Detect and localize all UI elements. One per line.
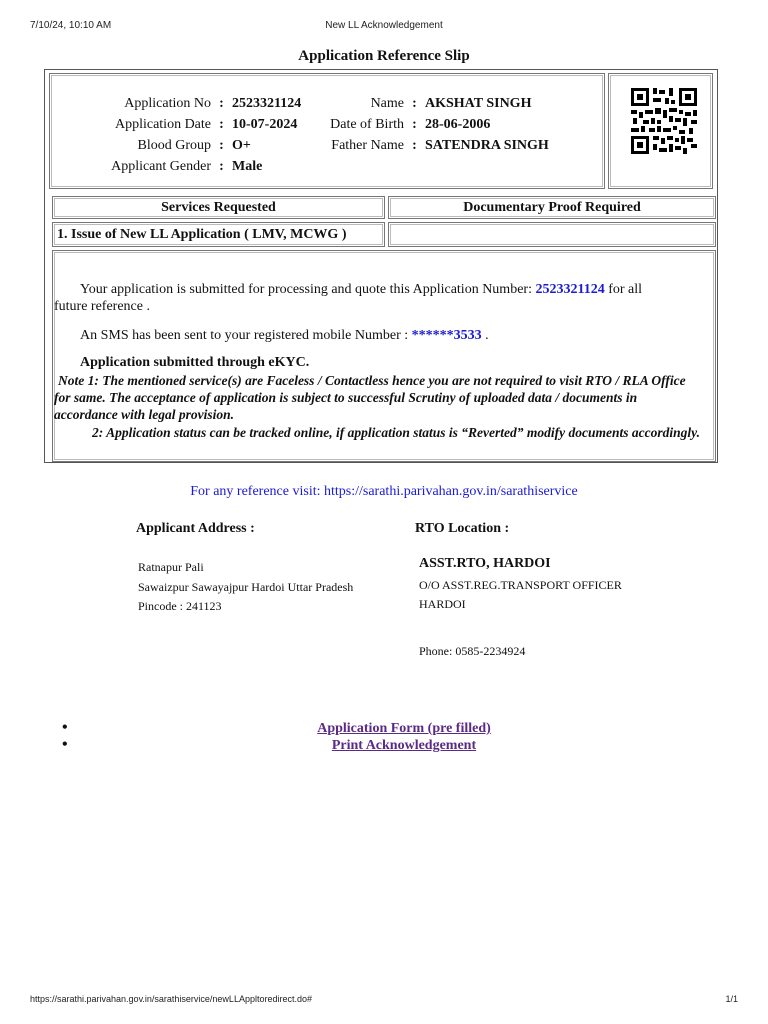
qr-code-icon bbox=[631, 88, 697, 154]
applicant-info-box: Application No : 2523321124 Application Date : 10-07-2024 Blood Group : O+ Applicant Gender : Male Name : AKSHAT SINGH Date of Birth : 28-06-2006 Father Name : SATENDRA SINGH bbox=[49, 73, 605, 189]
rto-line-1: O/O ASST.REG.TRANSPORT OFFICER bbox=[419, 578, 622, 592]
submission-message-line2: future reference . bbox=[54, 299, 150, 314]
name-label: Name bbox=[370, 96, 404, 111]
gender-label: Applicant Gender bbox=[111, 159, 211, 174]
sms-number: ******3533 bbox=[411, 328, 482, 343]
note-2: 2: Application status can be tracked online, if application status is “Reverted” modify documents accordingly. bbox=[92, 425, 700, 440]
address-line-2: Sawaizpur Sawayajpur Hardoi Uttar Pradesh bbox=[138, 580, 354, 594]
service-item: 1. Issue of New LL Application ( LMV, MCWG ) bbox=[52, 222, 385, 247]
address-line-1: Ratnapur Pali bbox=[138, 560, 204, 574]
father-value: SATENDRA SINGH bbox=[425, 138, 549, 153]
blood-group-label: Blood Group bbox=[137, 138, 211, 153]
docs-header: Documentary Proof Required bbox=[388, 196, 716, 219]
print-acknowledgement-link[interactable]: Print Acknowledgement bbox=[331, 738, 477, 753]
reference-link[interactable]: For any reference visit: https://sarathi.parivahan.gov.in/sarathiservice bbox=[190, 484, 578, 499]
note-1: Note 1: The mentioned service(s) are Faceless / Contactless hence you are not required to visit RTO / RLA Office for same. The acceptance of application is subject to successful Scrutiny of uploaded data / documents in accordance with legal provision. bbox=[54, 373, 686, 422]
dob-value: 28-06-2006 bbox=[425, 117, 491, 132]
app-no-label: Application No bbox=[124, 96, 211, 111]
father-label: Father Name bbox=[331, 138, 404, 153]
ekyc-message: Application submitted through eKYC. bbox=[80, 355, 310, 370]
app-no-value: 2523321124 bbox=[232, 96, 302, 111]
rto-line-2: HARDOI bbox=[419, 597, 466, 611]
dob-label: Date of Birth bbox=[330, 117, 404, 132]
blood-group-value: O+ bbox=[232, 138, 251, 153]
applicant-address-heading: Applicant Address : bbox=[136, 521, 255, 536]
print-footer-url: https://sarathi.parivahan.gov.in/sarathiservice/newLLAppltoredirect.do# bbox=[30, 994, 312, 1004]
message-app-number: 2523321124 bbox=[535, 282, 605, 297]
message-box bbox=[52, 250, 716, 462]
slip-outer-frame bbox=[44, 69, 718, 463]
application-form-link[interactable]: Application Form (pre filled) bbox=[317, 721, 491, 736]
qr-box bbox=[608, 73, 713, 189]
gender-value: Male bbox=[232, 159, 263, 174]
print-datetime: 7/10/24, 10:10 AM bbox=[30, 20, 112, 31]
app-date-value: 10-07-2024 bbox=[232, 117, 298, 132]
services-header: Services Requested bbox=[52, 196, 385, 219]
slip-title: Application Reference Slip bbox=[298, 48, 470, 64]
submission-message: Your application is submitted for processing and quote this Application Number: 2523321124 for all bbox=[80, 282, 643, 297]
sms-message: An SMS has been sent to your registered mobile Number : ******3533 . bbox=[80, 328, 489, 343]
rto-phone: Phone: 0585-2234924 bbox=[419, 644, 526, 658]
rto-location-heading: RTO Location : bbox=[415, 521, 510, 536]
app-date-label: Application Date bbox=[114, 117, 211, 132]
rto-name: ASST.RTO, HARDOI bbox=[419, 556, 551, 571]
name-value: AKSHAT SINGH bbox=[425, 96, 532, 111]
address-pincode: Pincode : 241123 bbox=[138, 599, 222, 613]
print-page-number: 1/1 bbox=[725, 994, 738, 1004]
print-page-title: New LL Acknowledgement bbox=[325, 20, 443, 31]
doc-item bbox=[388, 222, 716, 247]
